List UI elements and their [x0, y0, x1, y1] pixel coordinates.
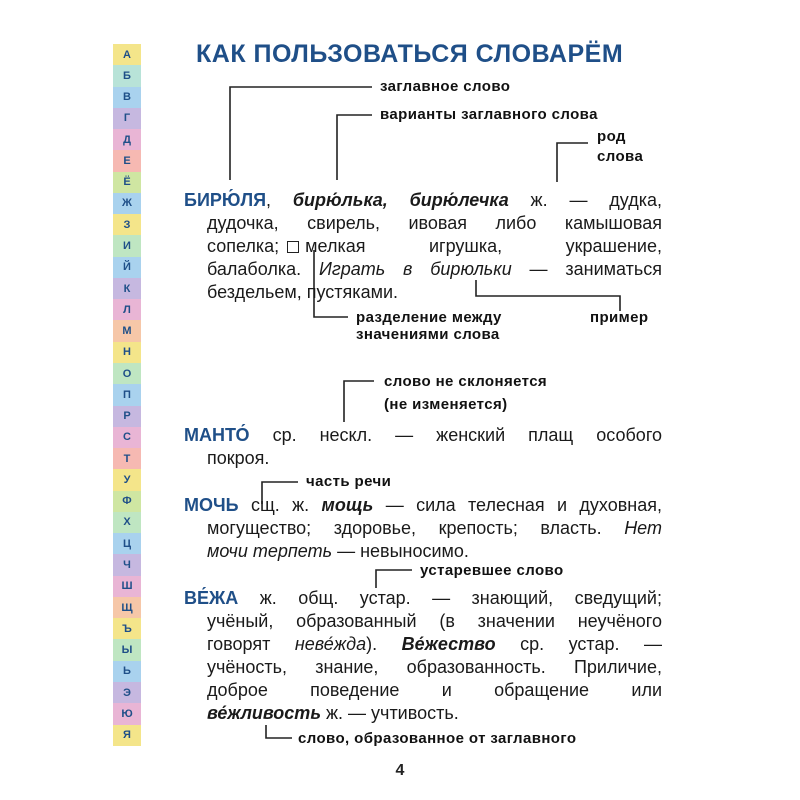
- headword-birulya: БИРЮ́ЛЯ: [184, 190, 267, 210]
- entry-manto-line-2: покроя.: [207, 448, 270, 468]
- entry-birulya-line-1: БИРЮ́ЛЯ, бирю́лька, бирю́лечка ж. — дудка,: [184, 190, 662, 210]
- label-gender-2: слова: [597, 148, 644, 165]
- alphabet-letter: Ж: [113, 193, 141, 214]
- derived-vezhlivost: ве́жливость: [207, 703, 322, 723]
- entry-moch-line-3: мочи терпеть — невыносимо.: [207, 541, 469, 561]
- page-number: 4: [395, 762, 405, 779]
- entry-vezha-line-5: доброе поведение и обращение или: [207, 680, 662, 700]
- alphabet-letter: Ч: [113, 554, 141, 575]
- alphabet-letter: Ё: [113, 172, 141, 193]
- alphabet-letter: Б: [113, 65, 141, 86]
- example-moch: мочи терпеть: [207, 541, 333, 561]
- alphabet-letter: Ю: [113, 703, 141, 724]
- alphabet-letter: Ы: [113, 639, 141, 660]
- derived-vezhestvo: Ве́жество: [401, 634, 496, 654]
- alphabet-letter: О: [113, 363, 141, 384]
- label-derived: слово, образованное от заглавного: [298, 730, 577, 747]
- leader-obsolete: [376, 570, 412, 588]
- entry-birulya-line-3: сопелка; мелкая игрушка, украшение,: [207, 236, 662, 256]
- entry-vezha-line-4: учёность, знание, образованность. Приличие,: [207, 657, 662, 677]
- entry-vezha-line-2: учёный, образованный (в значении неучёного: [207, 611, 662, 631]
- alphabet-letter: П: [113, 384, 141, 405]
- headword-moch: МОЧЬ: [184, 495, 239, 515]
- alphabet-letter: Ф: [113, 491, 141, 512]
- alphabet-letter: В: [113, 87, 141, 108]
- label-obsolete: устаревшее слово: [420, 562, 564, 579]
- form-moshch: мощь: [321, 495, 374, 515]
- entry-vezha-line-1: ВЕ́ЖА ж. общ. устар. — знающий, сведущий;: [184, 588, 662, 608]
- headword-vezha: ВЕ́ЖА: [184, 588, 239, 608]
- alphabet-letter: Э: [113, 682, 141, 703]
- leader-indeclinable: [344, 381, 374, 422]
- label-indeclinable-1: слово не склоняется: [384, 373, 548, 390]
- alphabet-letter: Х: [113, 512, 141, 533]
- leader-variants: [337, 115, 372, 180]
- label-separator-1: разделение между: [356, 309, 502, 326]
- alphabet-letter: Т: [113, 448, 141, 469]
- alphabet-letter: Я: [113, 725, 141, 746]
- alphabet-strip: [113, 44, 141, 746]
- label-indeclinable-2: (не изменяется): [384, 396, 508, 413]
- meaning-separator-square: [287, 241, 299, 253]
- label-variants: варианты заглавного слова: [380, 106, 598, 123]
- alphabet-letter: К: [113, 278, 141, 299]
- alphabet-letter: Ш: [113, 576, 141, 597]
- alphabet-letter: И: [113, 235, 141, 256]
- leader-gender: [557, 143, 588, 182]
- label-example: пример: [590, 309, 649, 326]
- leader-derived: [266, 725, 292, 738]
- alphabet-letter: Й: [113, 257, 141, 278]
- label-gender-1: род: [597, 128, 626, 145]
- alphabet-letter: Щ: [113, 597, 141, 618]
- alphabet-letter: Н: [113, 342, 141, 363]
- alphabet-letter: З: [113, 214, 141, 235]
- alphabet-letter: Ъ: [113, 618, 141, 639]
- example-birulya: Играть в бирюльки: [318, 259, 512, 279]
- alphabet-letter: Г: [113, 108, 141, 129]
- entry-vezha-line-6: ве́жливость ж. — учтивость.: [207, 703, 459, 723]
- leader-headword: [230, 87, 372, 180]
- page-title: КАК ПОЛЬЗОВАТЬСЯ СЛОВАРЁМ: [196, 40, 624, 68]
- variants-birulya: бирю́лька, бирю́лечка: [292, 190, 509, 210]
- entry-birulya-line-4: балаболка. Играть в бирюльки — заниматься: [207, 259, 663, 279]
- entry-birulya-line-2: дудочка, свирель, ивовая либо камышовая: [207, 213, 662, 233]
- alphabet-letter: Ц: [113, 533, 141, 554]
- alphabet-letter: Л: [113, 299, 141, 320]
- leader-example: [476, 280, 620, 311]
- entry-moch-line-1: МОЧЬ сщ. ж. мощь — сила телесная и духовная,: [184, 495, 662, 515]
- alphabet-letter: Р: [113, 406, 141, 427]
- alphabet-letter: Д: [113, 129, 141, 150]
- label-headword: заглавное слово: [380, 78, 511, 95]
- entry-birulya-line-5: бездельем, пустяками.: [207, 282, 399, 302]
- label-separator-2: значениями слова: [356, 326, 500, 343]
- entry-vezha-line-3: говорят нeве́жда). Ве́жество ср. устар. —: [207, 634, 662, 654]
- alphabet-letter: М: [113, 320, 141, 341]
- entry-moch-line-2: могущество; здоровье, крепость; власть. Нет: [207, 518, 662, 538]
- headword-manto: МАНТО́: [184, 425, 250, 445]
- alphabet-letter: С: [113, 427, 141, 448]
- entry-manto-line-1: МАНТО́ ср. нескл. — женский плащ особого: [184, 425, 662, 445]
- label-part-of-speech: часть речи: [306, 473, 392, 490]
- alphabet-letter: У: [113, 469, 141, 490]
- alphabet-letter: Е: [113, 150, 141, 171]
- alphabet-letter: Ь: [113, 661, 141, 682]
- alphabet-letter: А: [113, 44, 141, 65]
